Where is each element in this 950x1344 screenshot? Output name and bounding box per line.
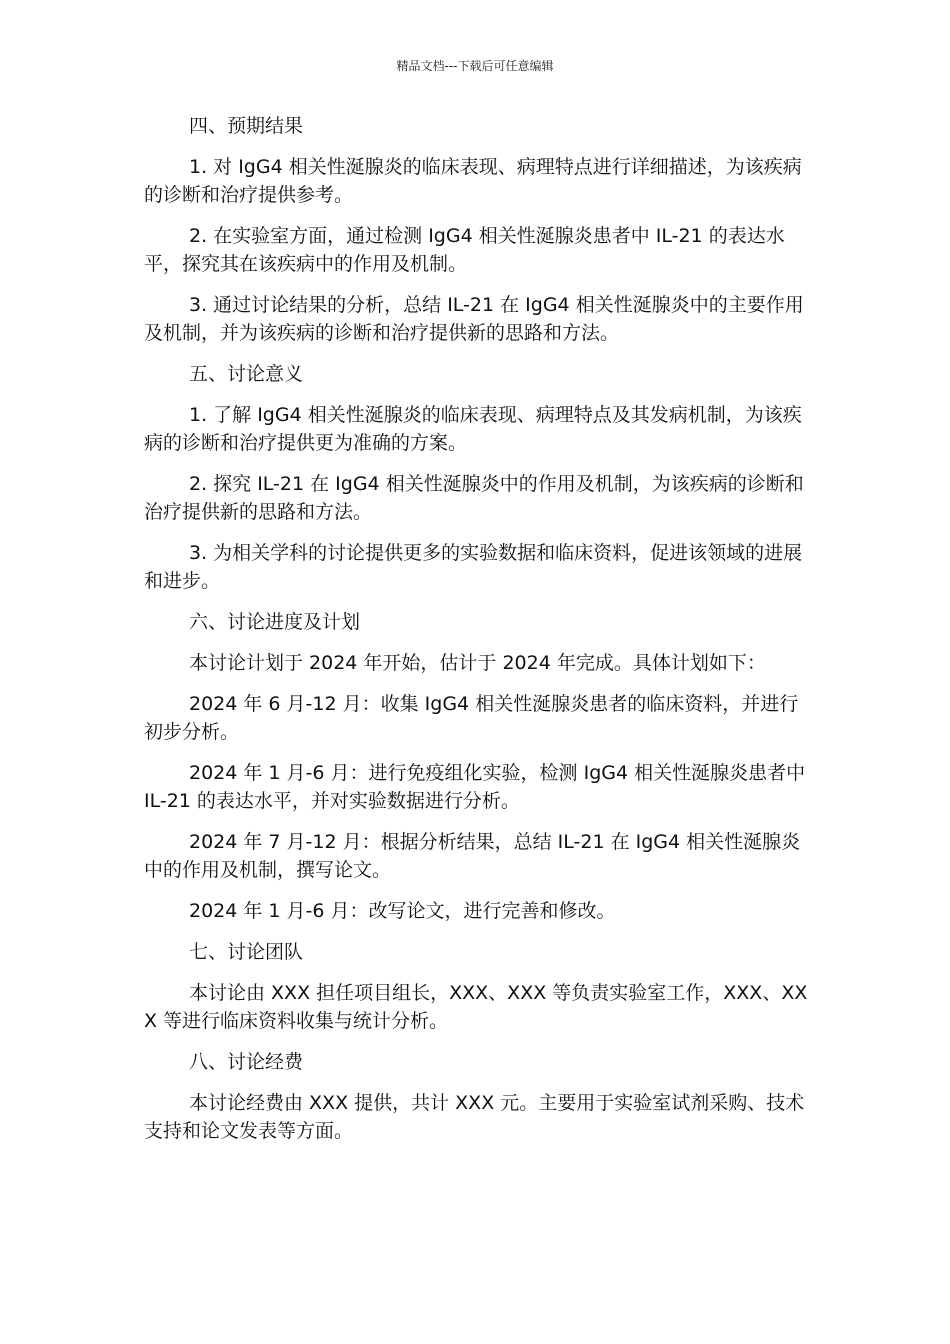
page-header: 精品文档---下载后可任意编辑 — [396, 59, 554, 73]
schedule-item-1: 2024 年 6 月-12 月：收集 IgG4 相关性涎腺炎患者的临床资料，并进行初步分析。 — [144, 693, 799, 743]
expected-result-item-1: 1. 对 IgG4 相关性涎腺炎的临床表现、病理特点进行详细描述，为该疾病的诊断和治疗提供参考。 — [144, 156, 802, 206]
section-heading-team: 七、讨论团队 — [189, 941, 304, 963]
expected-result-item-3: 3. 通过讨论结果的分析，总结 IL-21 在 IgG4 相关性涎腺炎中的主要作用及机制，并为该疾病的诊断和治疗提供新的思路和方法。 — [144, 294, 804, 344]
expected-result-item-2: 2. 在实验室方面，通过检测 IgG4 相关性涎腺炎患者中 IL-21 的表达水平，探究其在该疾病中的作用及机制。 — [144, 225, 785, 275]
section-heading-funding: 八、讨论经费 — [189, 1051, 304, 1073]
significance-item-3: 3. 为相关学科的讨论提供更多的实验数据和临床资料，促进该领域的进展和进步。 — [144, 542, 803, 592]
funding-description: 本讨论经费由 XXX 提供，共计 XXX 元。主要用于实验室试剂采购、技术支持和论文发表等方面。 — [144, 1092, 805, 1142]
significance-item-2: 2. 探究 IL-21 在 IgG4 相关性涎腺炎中的作用及机制，为该疾病的诊断和治疗提供新的思路和方法。 — [144, 473, 804, 523]
schedule-item-2: 2024 年 1 月-6 月：进行免疫组化实验，检测 IgG4 相关性涎腺炎患者中 IL-21 的表达水平，并对实验数据进行分析。 — [144, 762, 806, 812]
schedule-item-4: 2024 年 1 月-6 月：改写论文，进行完善和修改。 — [189, 900, 616, 922]
schedule-intro: 本讨论计划于 2024 年开始，估计于 2024 年完成。具体计划如下： — [189, 652, 766, 674]
section-heading-significance: 五、讨论意义 — [189, 363, 304, 385]
schedule-item-3: 2024 年 7 月-12 月：根据分析结果，总结 IL-21 在 IgG4 相关性涎腺炎中的作用及机制，撰写论文。 — [144, 831, 801, 881]
significance-item-1: 1. 了解 IgG4 相关性涎腺炎的临床表现、病理特点及其发病机制，为该疾病的诊断和治疗提供更为准确的方案。 — [144, 404, 802, 454]
section-heading-expected-results: 四、预期结果 — [189, 115, 304, 137]
section-heading-schedule: 六、讨论进度及计划 — [189, 611, 361, 633]
document-body — [144, 112, 810, 1158]
team-description: 本讨论由 XXX 担任项目组长，XXX、XXX 等负责实验室工作，XXX、XXX 等进行临床资料收集与统计分析。 — [144, 982, 808, 1032]
